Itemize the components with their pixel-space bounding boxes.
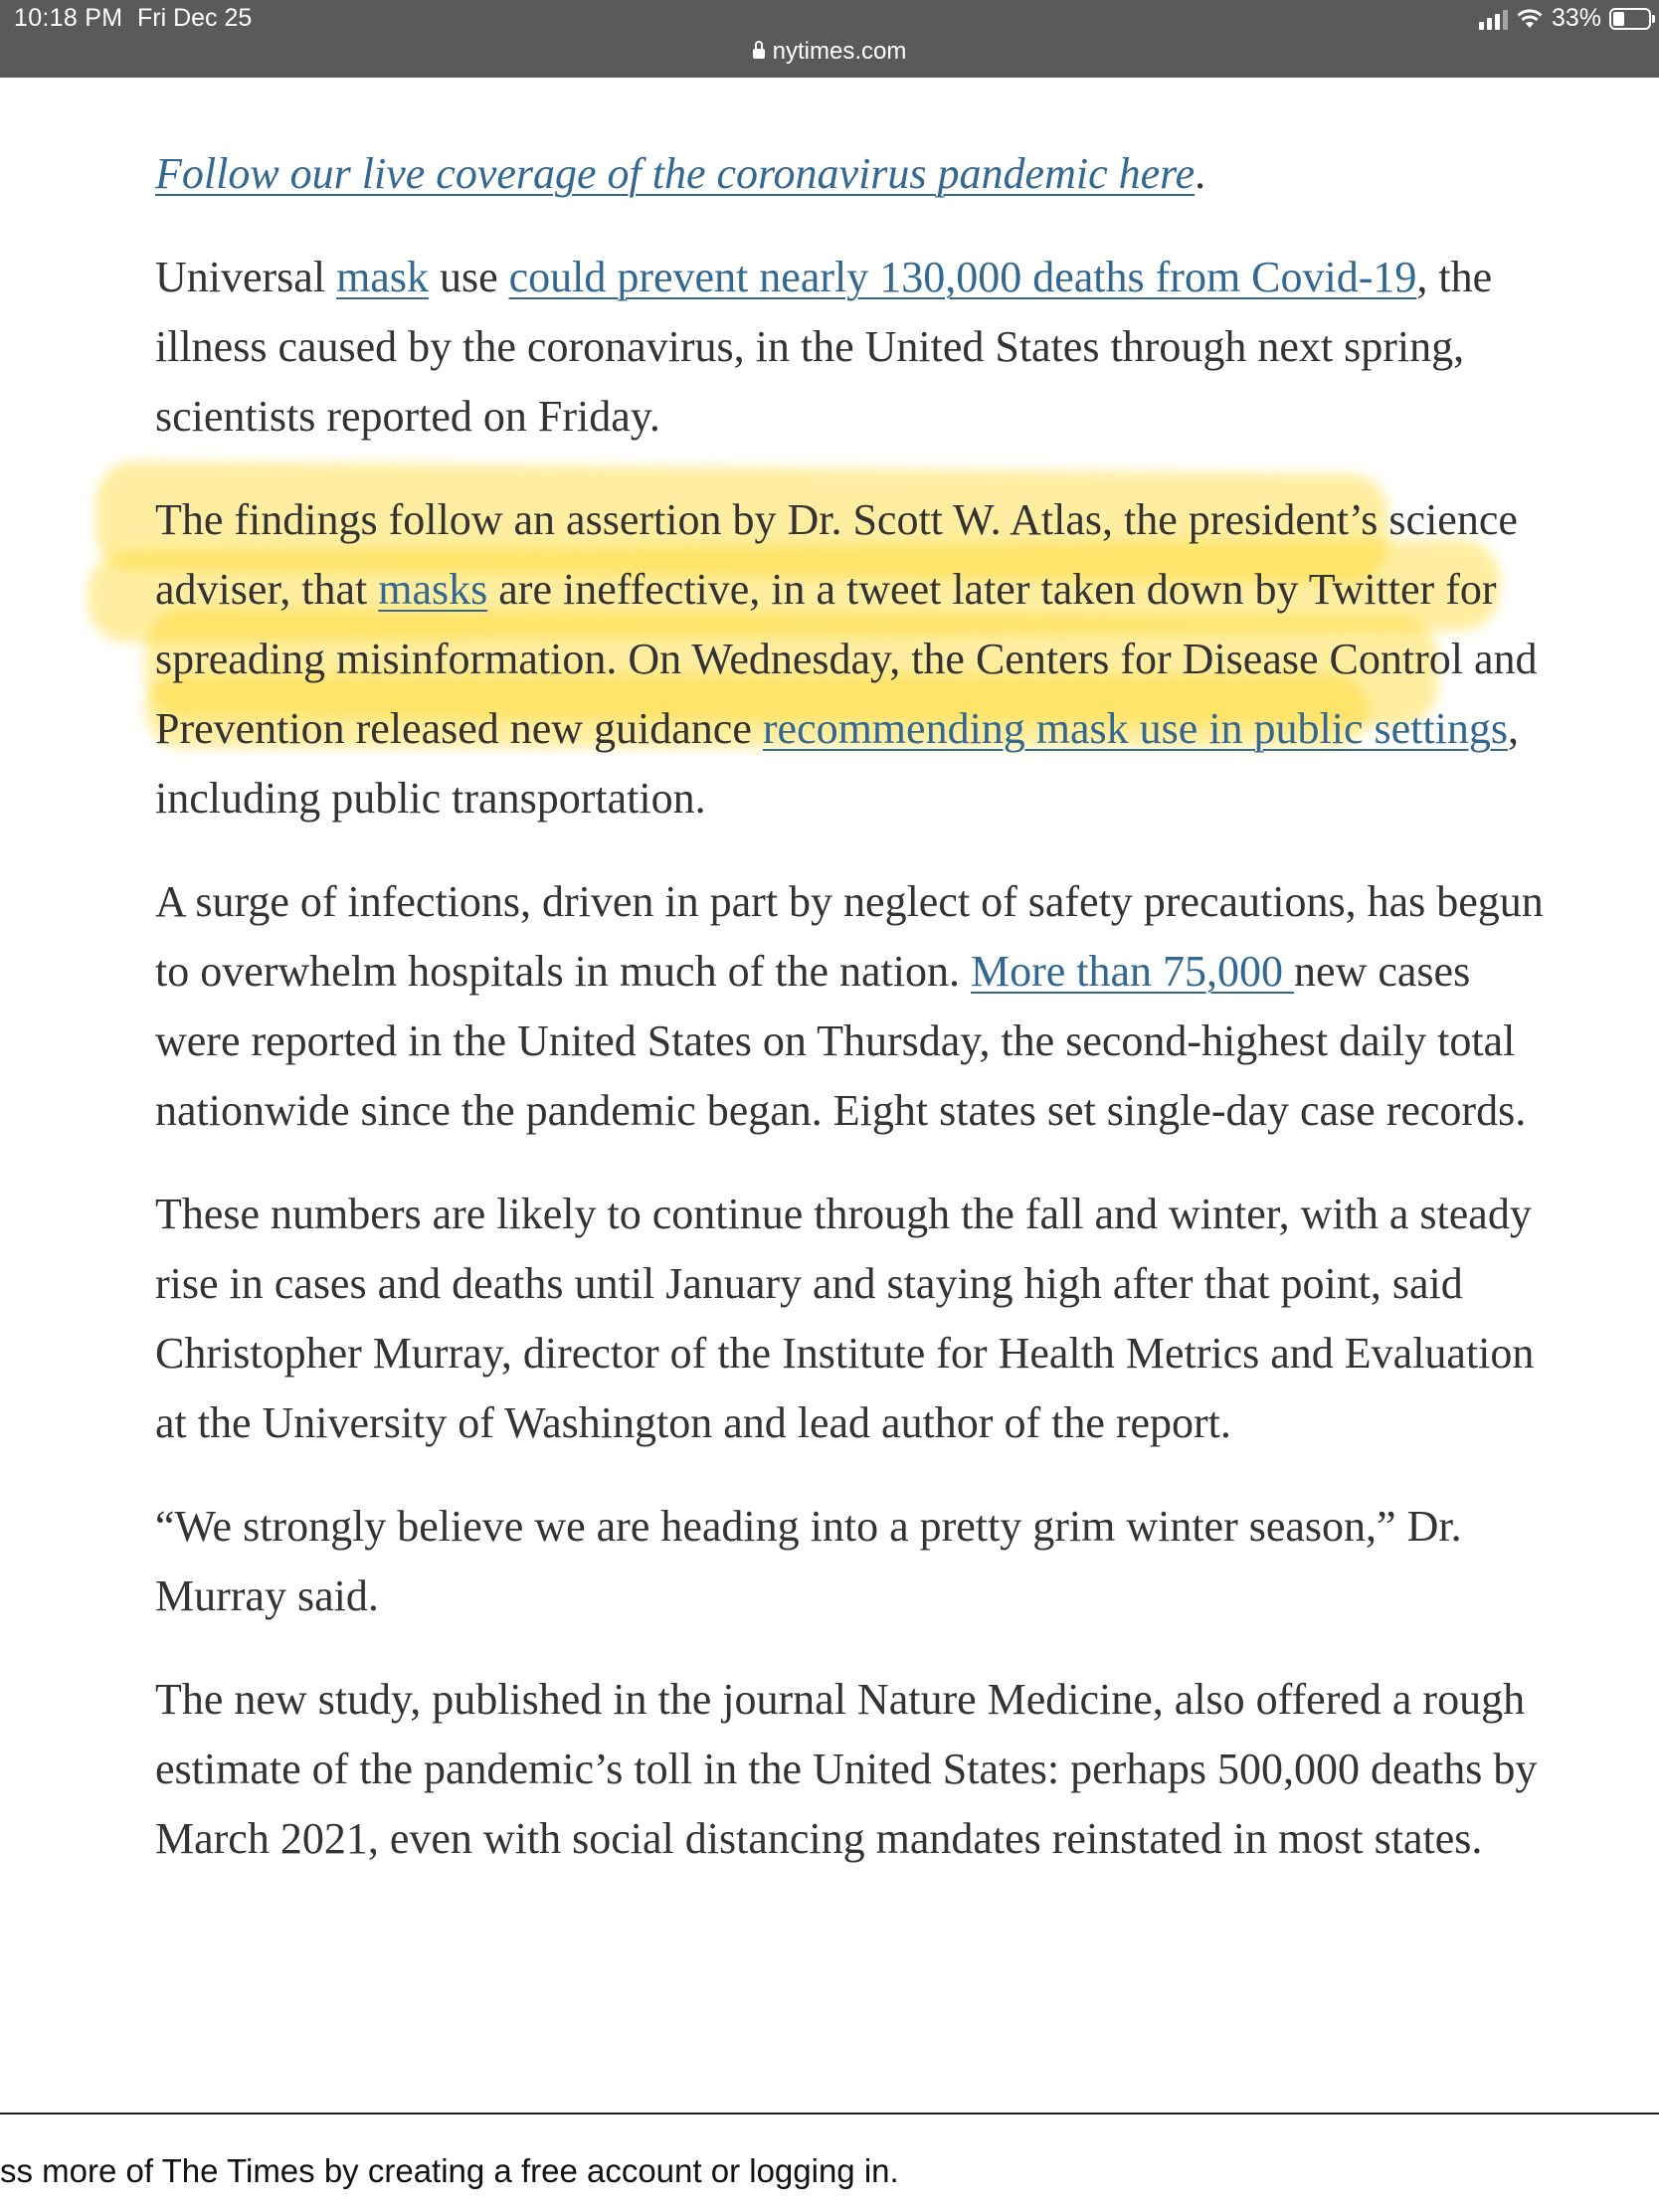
paragraph-2: The findings follow an assertion by Dr. Scott W. Atlas, the president’s science adviser, that masks are ineffective, in a tweet later taken down by Twitter for spreading misinformation. On Wednesday, the Centers for Disease Control and Prevention released new guidance recommending mask use in public settings, including public transportation.: [155, 495, 1538, 823]
paragraph-3: A surge of infections, driven in part by neglect of safety precautions, has begun to overwhelm hospitals in much of the nation. More than 75,000 new cases were reported in the United States on Thursday, the second-highest daily total nationwide since the pandemic began. Eight states set single-day case records.: [155, 877, 1544, 1135]
mask-link[interactable]: mask: [336, 253, 429, 301]
status-indicators: [1479, 4, 1651, 33]
follow-paragraph: Follow our live coverage of the coronavirus pandemic here.: [155, 149, 1206, 198]
cellular-signal-icon: [1479, 8, 1508, 30]
paragraph-6: The new study, published in the journal Nature Medicine, also offered a rough estimate of the pandemic’s toll in the United States: perhaps 500,000 deaths by March 2021, even with social distancing mandates reinstated in most states.: [155, 1675, 1538, 1863]
battery-percent: 33%: [1551, 4, 1601, 32]
masks-link[interactable]: masks: [378, 565, 488, 614]
url-bar[interactable]: [0, 38, 1659, 66]
paragraph-4: These numbers are likely to continue through the fall and winter, with a steady rise in cases and deaths until January and staying high after that point, said Christopher Murray, director of the Institute for Health Metrics and Evaluation at the University of Washington and lead author of the report.: [155, 1190, 1535, 1447]
live-coverage-link[interactable]: Follow our live coverage of the coronavirus pandemic here: [155, 149, 1196, 198]
url-text: nytimes.com: [772, 38, 907, 65]
deaths-study-link[interactable]: could prevent nearly 130,000 deaths from Covid-19: [508, 253, 1417, 301]
account-prompt-text: ss more of The Times by creating a free account or logging in.: [0, 2152, 899, 2189]
paragraph-5: “We strongly believe we are heading into a pretty grim winter season,” Dr. Murray said.: [155, 1502, 1462, 1620]
status-bar: [0, 0, 1659, 78]
status-time: 10:18 PM: [14, 4, 123, 32]
article-viewport[interactable]: [0, 78, 1659, 2113]
account-prompt-banner[interactable]: [0, 2113, 1659, 2212]
paragraph-1: Universal mask use could prevent nearly 130,000 deaths from Covid-19, the illness caused by the coronavirus, in the United States through next spring, scientists reported on Friday.: [155, 253, 1493, 441]
cases-link[interactable]: More than 75,000: [970, 947, 1295, 996]
wifi-icon: [1516, 8, 1544, 30]
article-body: [155, 139, 1548, 1908]
lock-icon: [753, 49, 765, 59]
status-date: Fri Dec 25: [137, 4, 253, 32]
battery-icon: [1609, 8, 1651, 30]
highlighted-section: [155, 485, 1548, 833]
cdc-guidance-link[interactable]: recommending mask use in public settings: [762, 704, 1508, 753]
